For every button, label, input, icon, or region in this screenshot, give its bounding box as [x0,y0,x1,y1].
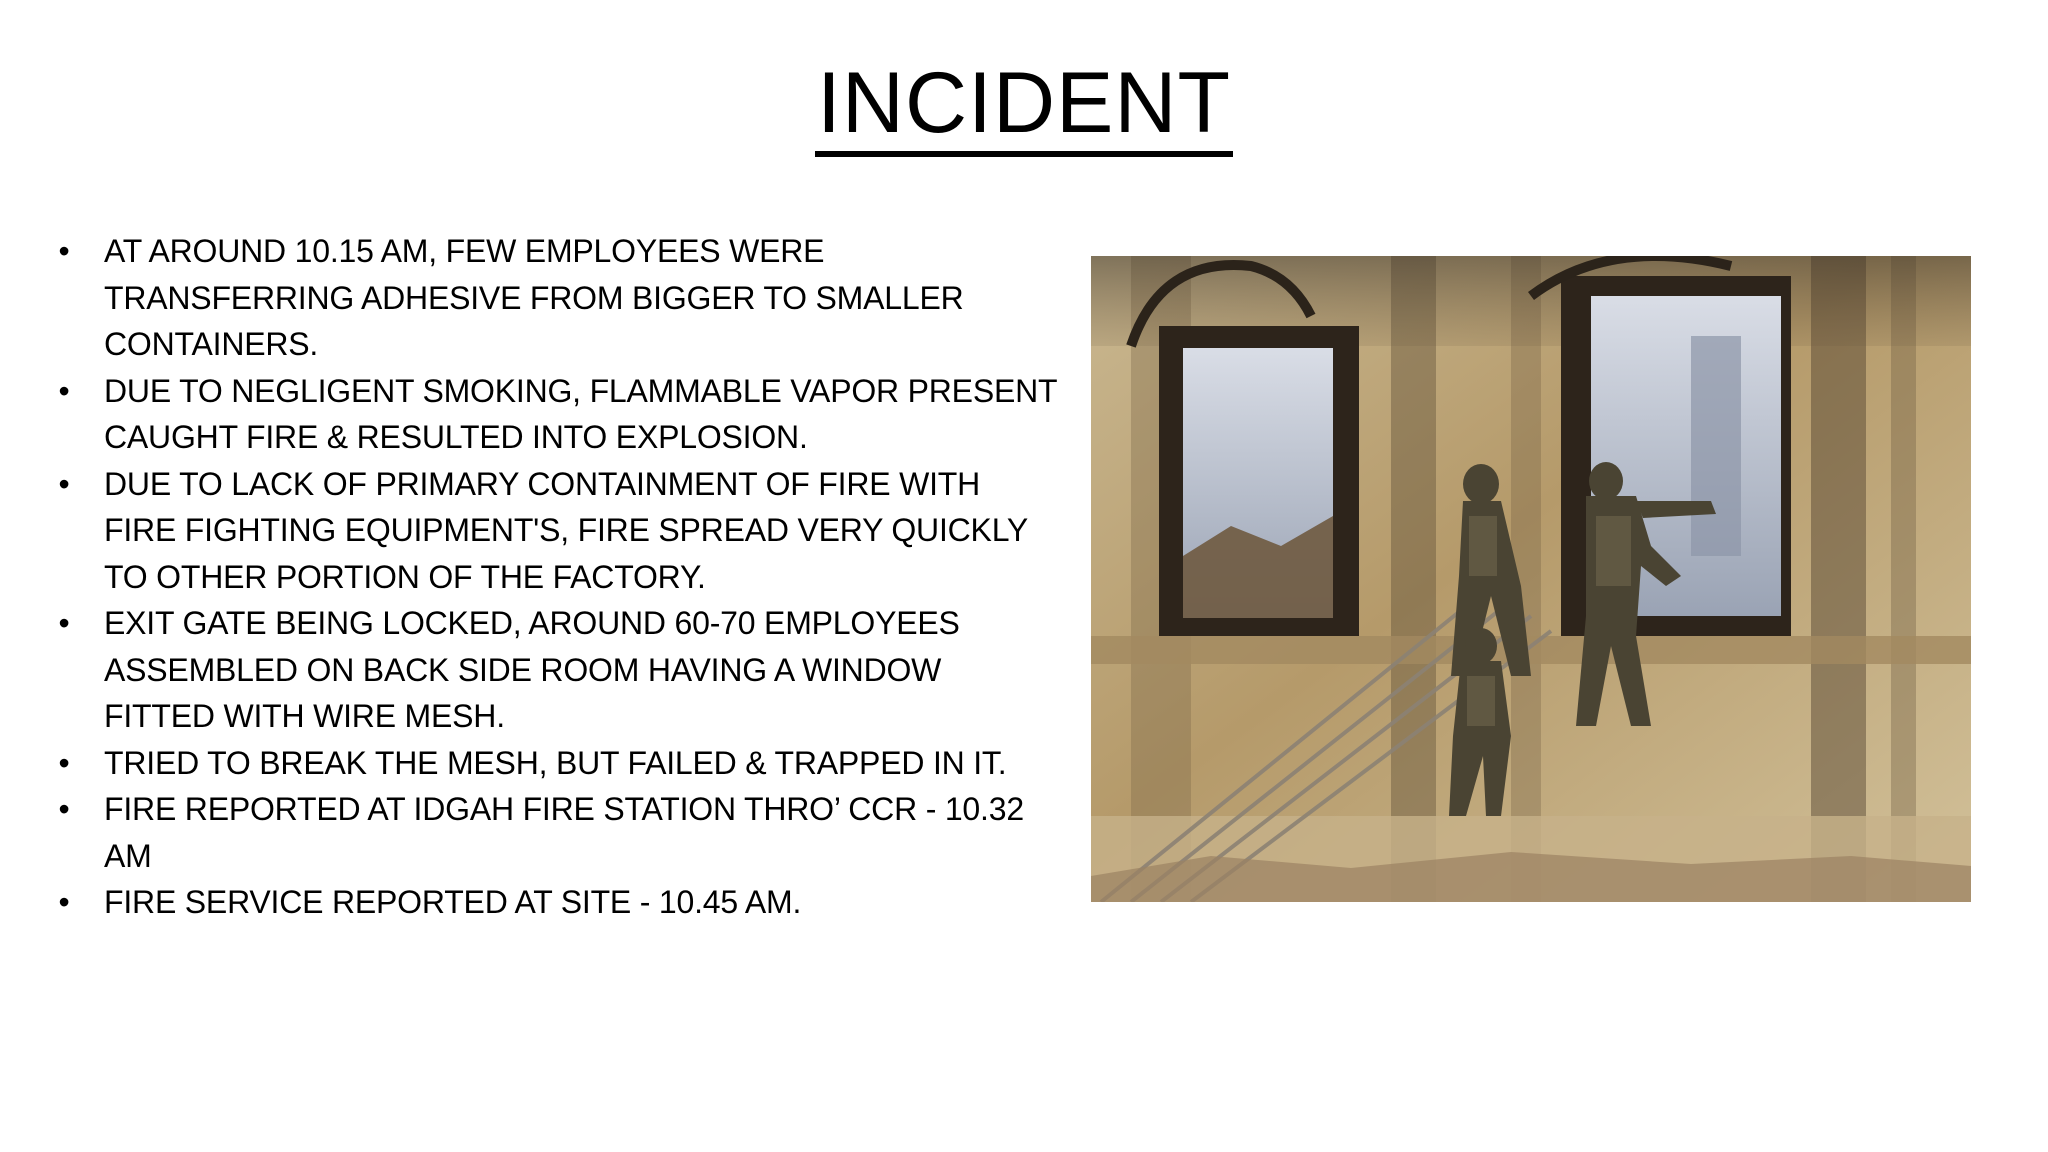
bullet-item [48,461,1058,601]
bullet-item [48,740,1058,787]
bullet-item [48,879,1058,926]
bullet-text: DUE TO NEGLIGENT SMOKING, FLAMMABLE VAPOR PRESENT CAUGHT FIRE & RESULTED INTO EXPLOSION. [104,372,1057,455]
bullet-marker: • [58,605,70,641]
bullet-text: AT AROUND 10.15 AM, FEW EMPLOYEES WERE TRANSFERRING ADHESIVE FROM BIGGER TO SMALLER CONTAINERS. [104,233,964,362]
bullet-text: FIRE SERVICE REPORTED AT SITE - 10.45 AM. [104,884,802,920]
bullet-text: TRIED TO BREAK THE MESH, BUT FAILED & TRAPPED IN IT. [104,744,1007,781]
bullet-marker: • [58,791,70,827]
photo-illustration [1091,256,1971,902]
bullet-item [48,600,1058,740]
bullet-list [48,228,1058,926]
bullet-text: FIRE REPORTED AT IDGAH FIRE STATION THRO’ CCR - 10.32 AM [104,791,1024,874]
bullet-marker: • [58,744,70,781]
bullet-text: EXIT GATE BEING LOCKED, AROUND 60-70 EMPLOYEES ASSEMBLED ON BACK SIDE ROOM HAVING A WINDOW FITTED WITH WIRE MESH. [104,605,960,734]
bullet-item [48,228,1058,368]
bullet-marker: • [58,372,70,409]
slide-title-wrap [0,48,2048,158]
slide-title: INCIDENT [815,55,1233,157]
bullet-marker: • [58,465,70,502]
bullet-item [48,786,1058,879]
bullet-marker: • [58,233,70,269]
bullet-item [48,368,1058,461]
bullet-marker: • [58,884,70,920]
burnt-building-rescue-photo [1091,256,1971,902]
bullet-text: DUE TO LACK OF PRIMARY CONTAINMENT OF FIRE WITH FIRE FIGHTING EQUIPMENT'S, FIRE SPREAD VERY QUICKLY TO OTHER PORTION OF THE FACTORY. [104,465,1028,595]
